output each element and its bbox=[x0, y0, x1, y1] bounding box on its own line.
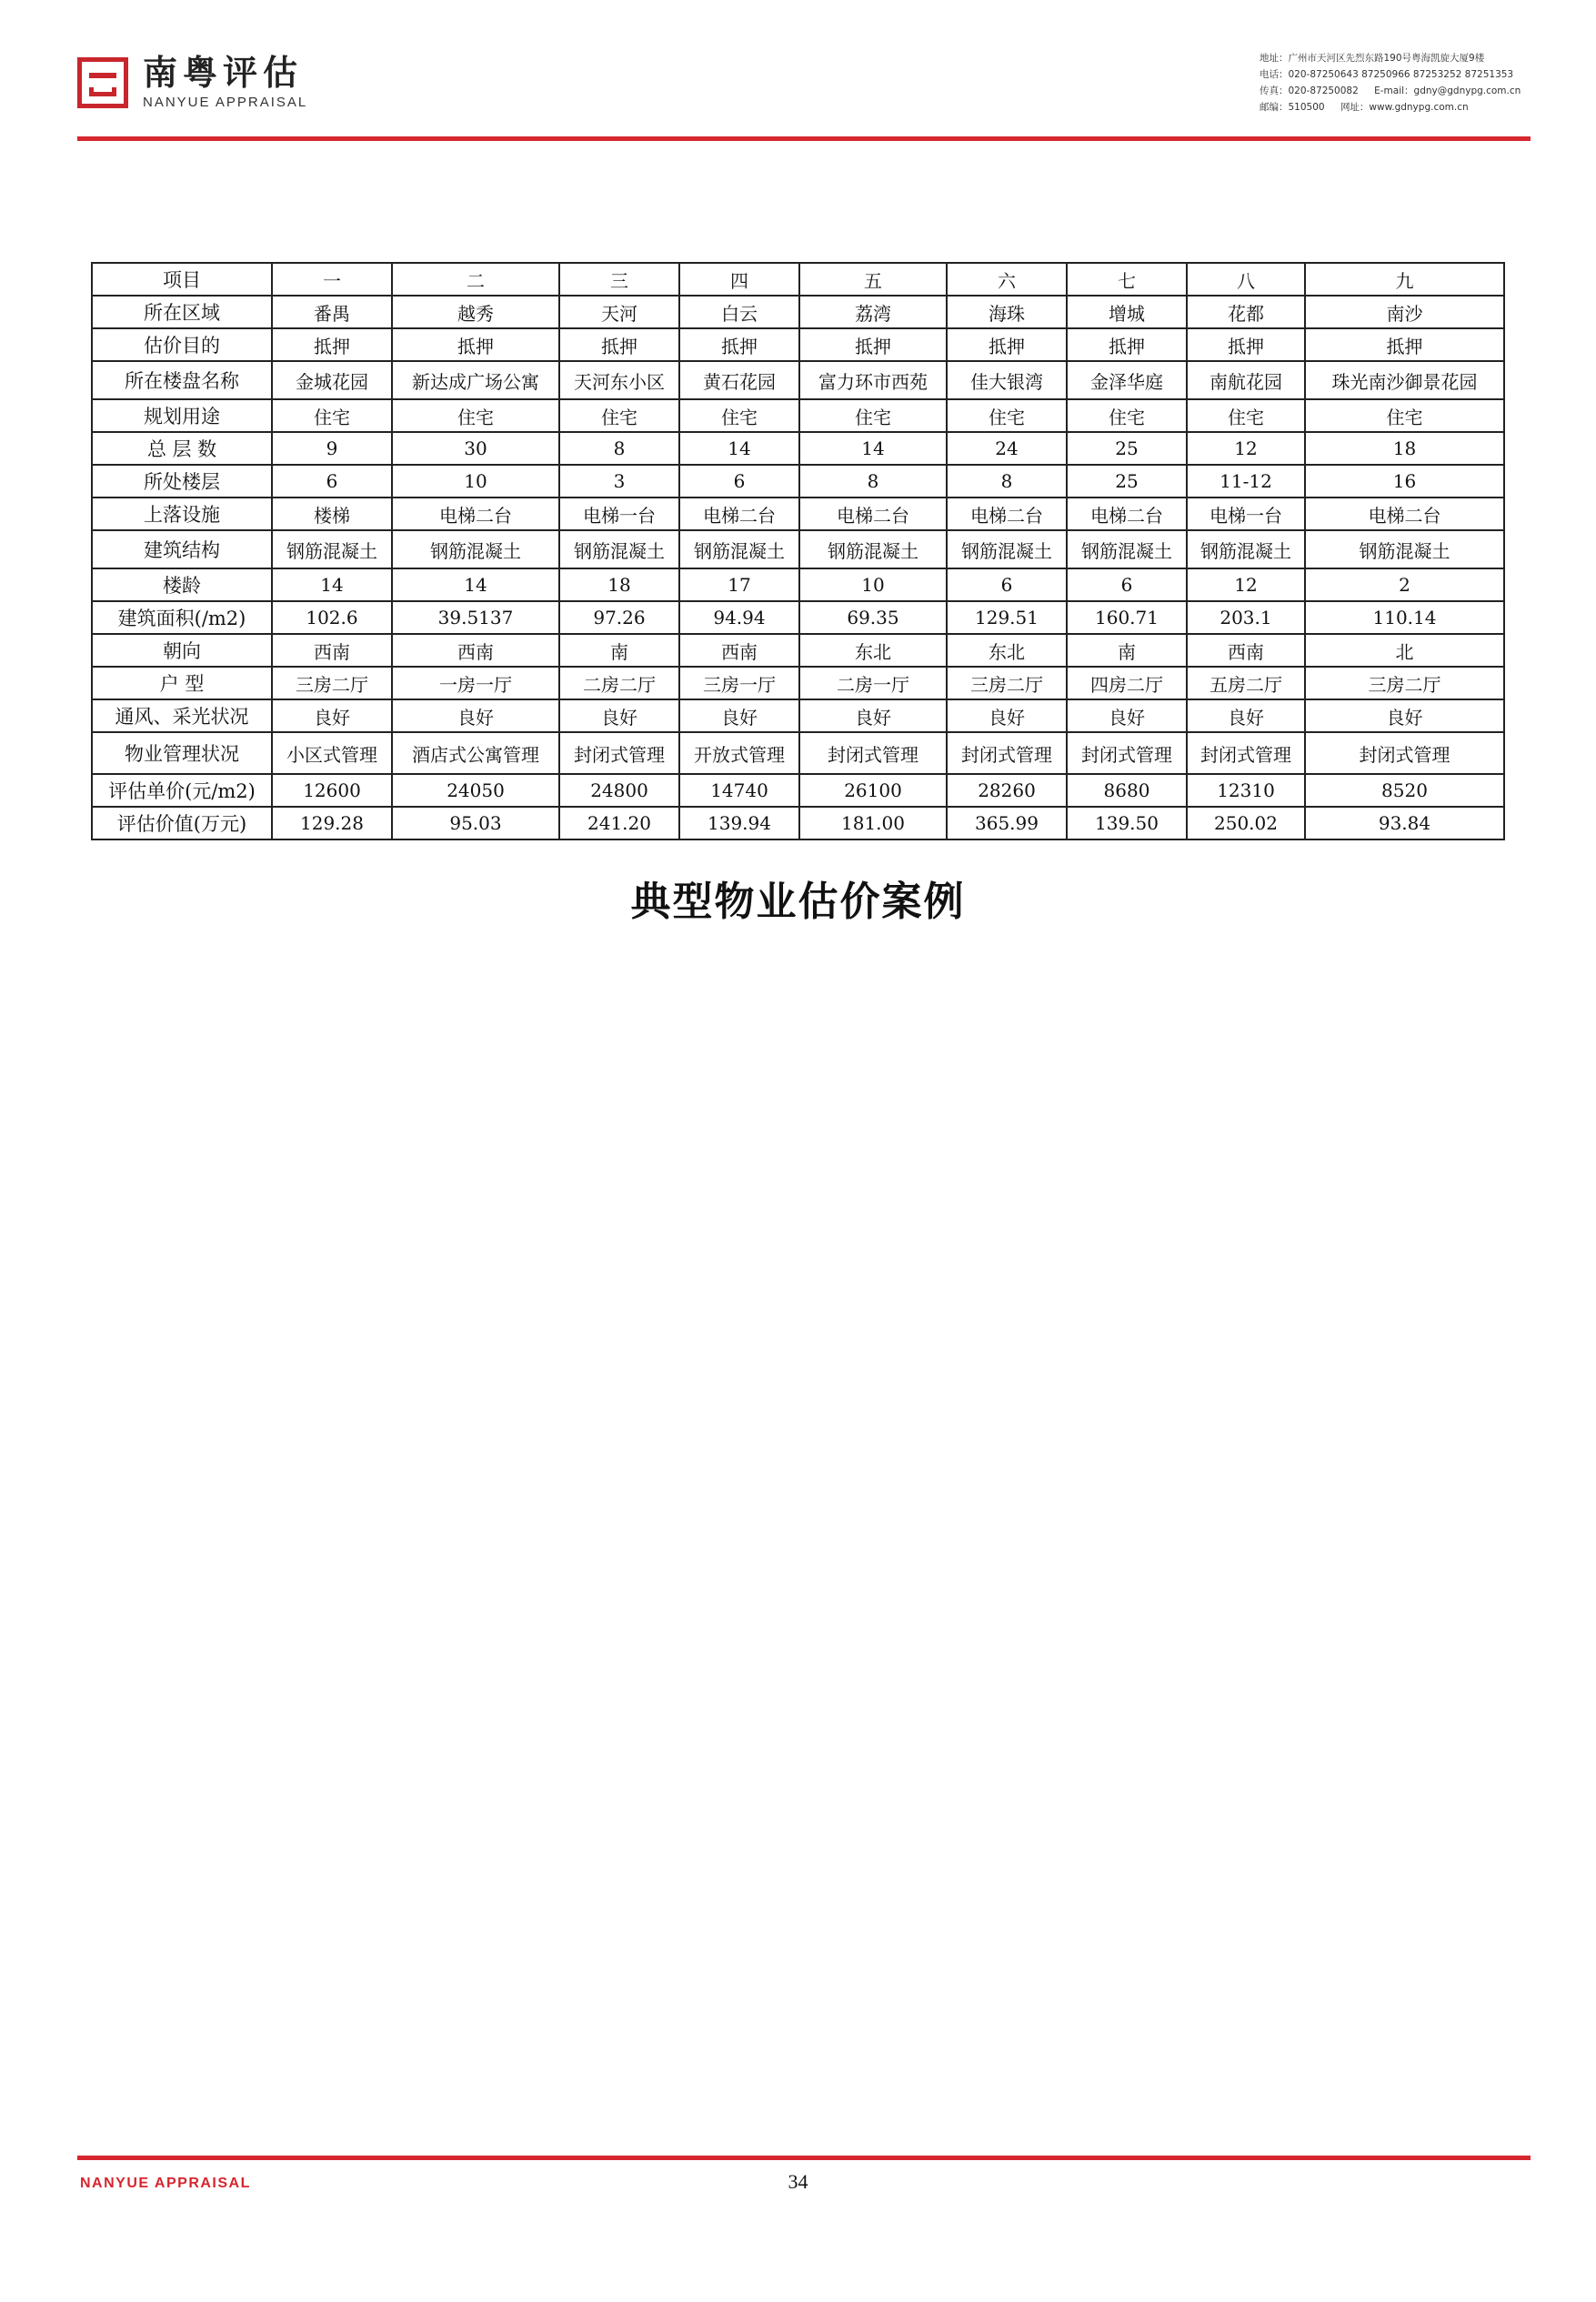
table-cell: 365.99 bbox=[947, 807, 1067, 839]
table-cell: 139.94 bbox=[679, 807, 799, 839]
column-header: 九 bbox=[1305, 263, 1504, 296]
table-cell: 南沙 bbox=[1305, 296, 1504, 328]
table-cell: 钢筋混凝土 bbox=[947, 530, 1067, 568]
table-cell: 北 bbox=[1305, 634, 1504, 667]
row-label: 评估单价(元/m2) bbox=[92, 774, 272, 807]
table-cell: 钢筋混凝土 bbox=[1187, 530, 1305, 568]
table-cell: 四房二厅 bbox=[1067, 667, 1187, 699]
table-row bbox=[92, 634, 1504, 667]
table-cell: 24 bbox=[947, 432, 1067, 465]
logo-text bbox=[143, 55, 307, 110]
table-cell: 6 bbox=[947, 568, 1067, 601]
table-cell: 良好 bbox=[1187, 699, 1305, 732]
table-cell: 12 bbox=[1187, 432, 1305, 465]
table-cell: 良好 bbox=[1305, 699, 1504, 732]
row-label: 朝向 bbox=[92, 634, 272, 667]
table-cell: 8 bbox=[947, 465, 1067, 498]
contact-info bbox=[1260, 50, 1560, 116]
table-cell: 30 bbox=[392, 432, 559, 465]
table-cell: 花都 bbox=[1187, 296, 1305, 328]
table-cell: 良好 bbox=[947, 699, 1067, 732]
table-cell: 14 bbox=[392, 568, 559, 601]
column-header: 五 bbox=[799, 263, 947, 296]
valuation-table-container bbox=[91, 262, 1503, 840]
postcode: 邮编：510500 bbox=[1260, 102, 1325, 113]
table-cell: 封闭式管理 bbox=[799, 732, 947, 774]
table-cell: 金城花园 bbox=[272, 361, 392, 399]
table-cell: 天河 bbox=[559, 296, 679, 328]
table-cell: 抵押 bbox=[559, 328, 679, 361]
table-cell: 住宅 bbox=[679, 399, 799, 432]
row-label: 楼龄 bbox=[92, 568, 272, 601]
table-cell: 海珠 bbox=[947, 296, 1067, 328]
row-label: 所在楼盘名称 bbox=[92, 361, 272, 399]
table-cell: 10 bbox=[799, 568, 947, 601]
table-cell: 110.14 bbox=[1305, 601, 1504, 634]
table-cell: 24800 bbox=[559, 774, 679, 807]
fax: 传真：020-87250082 bbox=[1260, 85, 1359, 96]
table-row bbox=[92, 774, 1504, 807]
column-header: 八 bbox=[1187, 263, 1305, 296]
table-cell: 250.02 bbox=[1187, 807, 1305, 839]
table-cell: 西南 bbox=[679, 634, 799, 667]
table-cell: 抵押 bbox=[1067, 328, 1187, 361]
table-cell: 8 bbox=[559, 432, 679, 465]
table-cell: 三房二厅 bbox=[1305, 667, 1504, 699]
table-cell: 南 bbox=[1067, 634, 1187, 667]
table-cell: 增城 bbox=[1067, 296, 1187, 328]
table-cell: 2 bbox=[1305, 568, 1504, 601]
header-divider bbox=[77, 136, 1531, 141]
table-cell: 钢筋混凝土 bbox=[392, 530, 559, 568]
row-label: 建筑结构 bbox=[92, 530, 272, 568]
table-cell: 三房二厅 bbox=[272, 667, 392, 699]
row-label: 规划用途 bbox=[92, 399, 272, 432]
table-cell: 181.00 bbox=[799, 807, 947, 839]
table-cell: 一房一厅 bbox=[392, 667, 559, 699]
table-cell: 抵押 bbox=[272, 328, 392, 361]
table-cell: 6 bbox=[679, 465, 799, 498]
fax-email-line bbox=[1260, 83, 1560, 99]
table-row bbox=[92, 399, 1504, 432]
table-cell: 电梯二台 bbox=[392, 498, 559, 530]
table-cell: 25 bbox=[1067, 465, 1187, 498]
row-label: 所处楼层 bbox=[92, 465, 272, 498]
table-body bbox=[92, 263, 1504, 839]
table-cell: 102.6 bbox=[272, 601, 392, 634]
table-cell: 69.35 bbox=[799, 601, 947, 634]
table-cell: 封闭式管理 bbox=[559, 732, 679, 774]
table-cell: 二房一厅 bbox=[799, 667, 947, 699]
table-cell: 封闭式管理 bbox=[1187, 732, 1305, 774]
table-row bbox=[92, 432, 1504, 465]
table-cell: 26100 bbox=[799, 774, 947, 807]
table-cell: 西南 bbox=[392, 634, 559, 667]
table-cell: 25 bbox=[1067, 432, 1187, 465]
column-header: 六 bbox=[947, 263, 1067, 296]
table-cell: 12 bbox=[1187, 568, 1305, 601]
table-cell: 8680 bbox=[1067, 774, 1187, 807]
table-row bbox=[92, 465, 1504, 498]
table-cell: 富力环市西苑 bbox=[799, 361, 947, 399]
table-cell: 6 bbox=[272, 465, 392, 498]
column-header: 七 bbox=[1067, 263, 1187, 296]
table-cell: 抵押 bbox=[679, 328, 799, 361]
table-row bbox=[92, 498, 1504, 530]
table-cell: 11-12 bbox=[1187, 465, 1305, 498]
table-cell: 抵押 bbox=[1305, 328, 1504, 361]
table-cell: 电梯二台 bbox=[947, 498, 1067, 530]
table-cell: 12600 bbox=[272, 774, 392, 807]
table-cell: 二房二厅 bbox=[559, 667, 679, 699]
table-cell: 白云 bbox=[679, 296, 799, 328]
table-cell: 珠光南沙御景花园 bbox=[1305, 361, 1504, 399]
table-cell: 住宅 bbox=[559, 399, 679, 432]
table-cell: 良好 bbox=[679, 699, 799, 732]
table-cell: 18 bbox=[1305, 432, 1504, 465]
column-header: 一 bbox=[272, 263, 392, 296]
table-row bbox=[92, 328, 1504, 361]
table-cell: 越秀 bbox=[392, 296, 559, 328]
table-cell: 良好 bbox=[559, 699, 679, 732]
table-row bbox=[92, 568, 1504, 601]
table-cell: 金泽华庭 bbox=[1067, 361, 1187, 399]
table-cell: 电梯一台 bbox=[1187, 498, 1305, 530]
table-row bbox=[92, 601, 1504, 634]
table-row bbox=[92, 732, 1504, 774]
table-header-row bbox=[92, 263, 1504, 296]
table-cell: 住宅 bbox=[1067, 399, 1187, 432]
table-cell: 16 bbox=[1305, 465, 1504, 498]
table-cell: 14740 bbox=[679, 774, 799, 807]
table-cell: 天河东小区 bbox=[559, 361, 679, 399]
row-label: 通风、采光状况 bbox=[92, 699, 272, 732]
table-cell: 钢筋混凝土 bbox=[559, 530, 679, 568]
table-cell: 9 bbox=[272, 432, 392, 465]
table-cell: 129.28 bbox=[272, 807, 392, 839]
table-row bbox=[92, 361, 1504, 399]
table-cell: 开放式管理 bbox=[679, 732, 799, 774]
table-cell: 东北 bbox=[947, 634, 1067, 667]
address-line: 地址：广州市天河区先烈东路190号粤海凯旋大厦9楼 bbox=[1260, 53, 1485, 64]
table-row bbox=[92, 667, 1504, 699]
postcode-website-line bbox=[1260, 99, 1560, 116]
table-cell: 129.51 bbox=[947, 601, 1067, 634]
table-cell: 电梯二台 bbox=[1067, 498, 1187, 530]
table-cell: 新达成广场公寓 bbox=[392, 361, 559, 399]
row-label: 物业管理状况 bbox=[92, 732, 272, 774]
table-cell: 三房一厅 bbox=[679, 667, 799, 699]
table-cell: 17 bbox=[679, 568, 799, 601]
phone-line: 电话：020-87250643 87250966 87253252 87251353 bbox=[1260, 69, 1514, 80]
valuation-cases-table bbox=[91, 262, 1505, 840]
table-cell: 钢筋混凝土 bbox=[679, 530, 799, 568]
table-cell: 6 bbox=[1067, 568, 1187, 601]
table-cell: 钢筋混凝土 bbox=[799, 530, 947, 568]
table-cell: 24050 bbox=[392, 774, 559, 807]
table-cell: 14 bbox=[272, 568, 392, 601]
table-cell: 住宅 bbox=[392, 399, 559, 432]
section-title: 典型物业估价案例 bbox=[630, 879, 966, 925]
table-cell: 良好 bbox=[1067, 699, 1187, 732]
table-cell: 抵押 bbox=[1187, 328, 1305, 361]
logo-chinese-name: 南粤评估 bbox=[143, 53, 304, 93]
row-label: 所在区域 bbox=[92, 296, 272, 328]
table-cell: 南 bbox=[559, 634, 679, 667]
email: E-mail：gdny@gdnypg.com.cn bbox=[1374, 85, 1521, 96]
table-cell: 住宅 bbox=[272, 399, 392, 432]
table-cell: 抵押 bbox=[799, 328, 947, 361]
table-cell: 酒店式公寓管理 bbox=[392, 732, 559, 774]
table-cell: 95.03 bbox=[392, 807, 559, 839]
table-cell: 良好 bbox=[392, 699, 559, 732]
table-cell: 住宅 bbox=[1305, 399, 1504, 432]
page-number: 34 bbox=[788, 2170, 808, 2193]
header-label-cell: 项目 bbox=[92, 263, 272, 296]
table-cell: 139.50 bbox=[1067, 807, 1187, 839]
column-header: 二 bbox=[392, 263, 559, 296]
row-label: 估价目的 bbox=[92, 328, 272, 361]
table-cell: 18 bbox=[559, 568, 679, 601]
table-cell: 钢筋混凝土 bbox=[1305, 530, 1504, 568]
table-cell: 楼梯 bbox=[272, 498, 392, 530]
table-cell: 电梯二台 bbox=[679, 498, 799, 530]
table-cell: 住宅 bbox=[1187, 399, 1305, 432]
table-cell: 钢筋混凝土 bbox=[1067, 530, 1187, 568]
company-logo bbox=[77, 55, 307, 110]
table-cell: 抵押 bbox=[947, 328, 1067, 361]
row-label: 户 型 bbox=[92, 667, 272, 699]
logo-english-name: NANYUE APPRAISAL bbox=[143, 95, 308, 110]
table-cell: 97.26 bbox=[559, 601, 679, 634]
table-row bbox=[92, 530, 1504, 568]
table-cell: 39.5137 bbox=[392, 601, 559, 634]
table-cell: 东北 bbox=[799, 634, 947, 667]
table-cell: 住宅 bbox=[947, 399, 1067, 432]
table-cell: 94.94 bbox=[679, 601, 799, 634]
table-cell: 抵押 bbox=[392, 328, 559, 361]
table-cell: 西南 bbox=[272, 634, 392, 667]
logo-seal-icon bbox=[77, 57, 128, 108]
table-cell: 荔湾 bbox=[799, 296, 947, 328]
footer-brand: NANYUE APPRAISAL bbox=[80, 2176, 251, 2191]
row-label: 评估价值(万元) bbox=[92, 807, 272, 839]
table-row bbox=[92, 699, 1504, 732]
table-row bbox=[92, 296, 1504, 328]
website: 网址：www.gdnypg.com.cn bbox=[1340, 102, 1469, 113]
column-header: 四 bbox=[679, 263, 799, 296]
table-cell: 12310 bbox=[1187, 774, 1305, 807]
table-cell: 203.1 bbox=[1187, 601, 1305, 634]
table-row bbox=[92, 807, 1504, 839]
row-label: 总 层 数 bbox=[92, 432, 272, 465]
table-cell: 10 bbox=[392, 465, 559, 498]
table-cell: 钢筋混凝土 bbox=[272, 530, 392, 568]
table-cell: 电梯二台 bbox=[799, 498, 947, 530]
table-cell: 14 bbox=[799, 432, 947, 465]
row-label: 建筑面积(/m2) bbox=[92, 601, 272, 634]
table-cell: 93.84 bbox=[1305, 807, 1504, 839]
footer-divider bbox=[77, 2156, 1531, 2160]
table-cell: 28260 bbox=[947, 774, 1067, 807]
table-cell: 佳大银湾 bbox=[947, 361, 1067, 399]
table-cell: 电梯二台 bbox=[1305, 498, 1504, 530]
table-cell: 封闭式管理 bbox=[1305, 732, 1504, 774]
table-cell: 良好 bbox=[799, 699, 947, 732]
table-cell: 西南 bbox=[1187, 634, 1305, 667]
table-cell: 8 bbox=[799, 465, 947, 498]
table-cell: 南航花园 bbox=[1187, 361, 1305, 399]
row-label: 上落设施 bbox=[92, 498, 272, 530]
table-cell: 14 bbox=[679, 432, 799, 465]
table-cell: 160.71 bbox=[1067, 601, 1187, 634]
table-cell: 小区式管理 bbox=[272, 732, 392, 774]
table-cell: 封闭式管理 bbox=[947, 732, 1067, 774]
table-cell: 电梯一台 bbox=[559, 498, 679, 530]
table-cell: 番禺 bbox=[272, 296, 392, 328]
table-cell: 良好 bbox=[272, 699, 392, 732]
table-cell: 3 bbox=[559, 465, 679, 498]
table-cell: 封闭式管理 bbox=[1067, 732, 1187, 774]
table-cell: 五房二厅 bbox=[1187, 667, 1305, 699]
table-cell: 黄石花园 bbox=[679, 361, 799, 399]
column-header: 三 bbox=[559, 263, 679, 296]
table-cell: 住宅 bbox=[799, 399, 947, 432]
table-cell: 241.20 bbox=[559, 807, 679, 839]
table-cell: 8520 bbox=[1305, 774, 1504, 807]
table-cell: 三房二厅 bbox=[947, 667, 1067, 699]
